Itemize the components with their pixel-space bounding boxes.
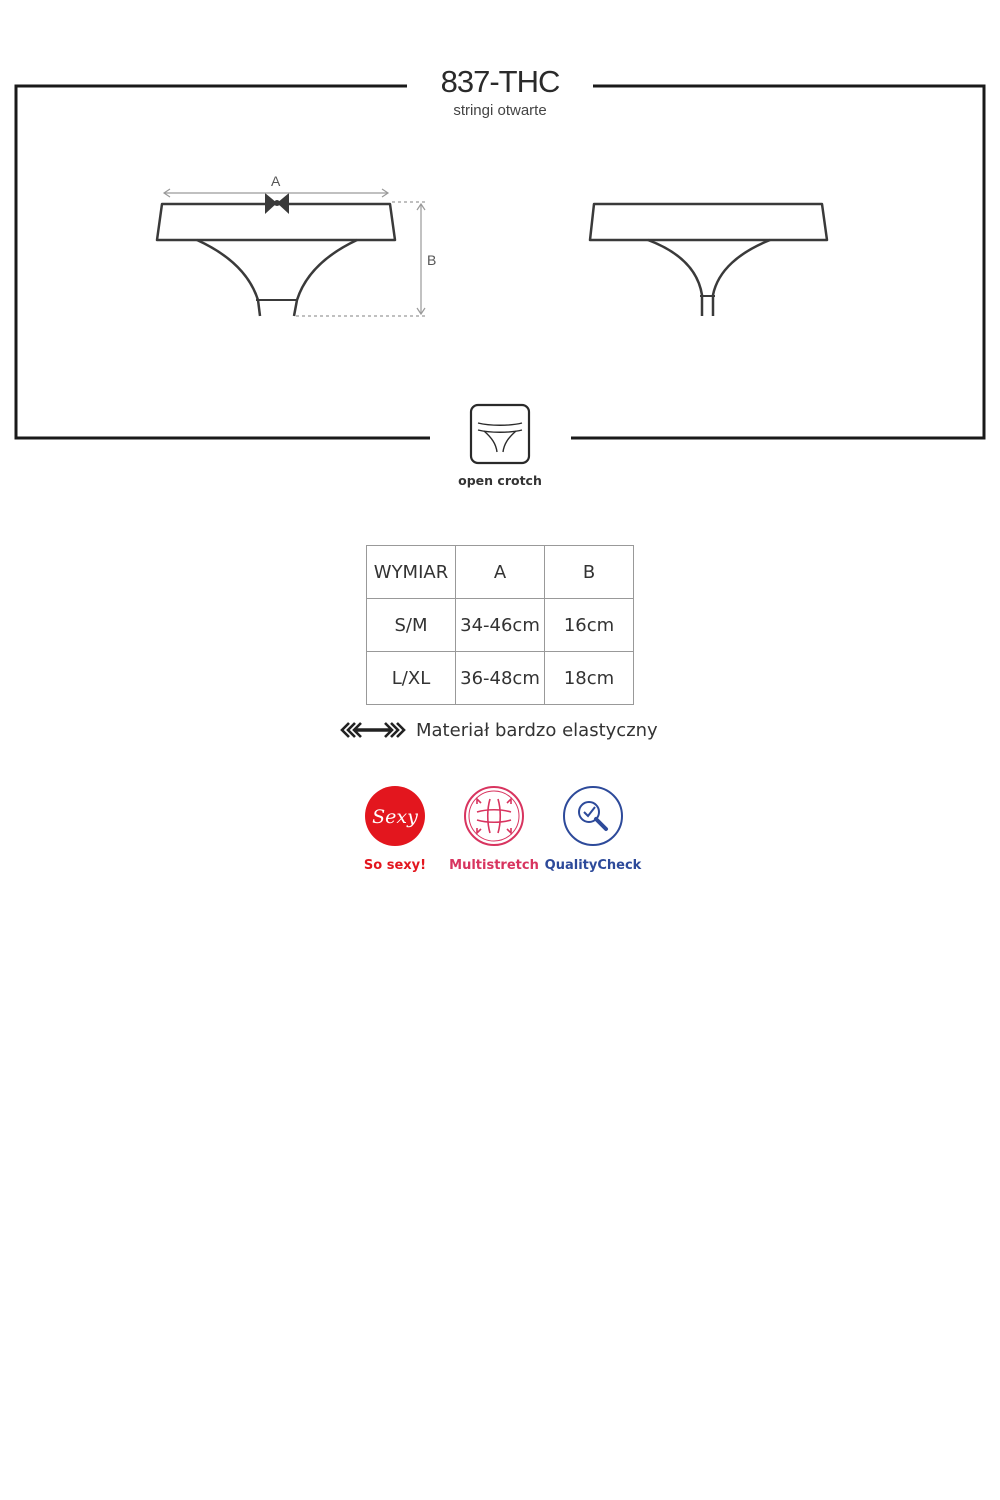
table-cell: S/M bbox=[367, 599, 456, 652]
table-row bbox=[367, 652, 634, 705]
product-subtitle: stringi otwarte bbox=[453, 102, 547, 119]
table-cell: 18cm bbox=[545, 652, 634, 705]
table-cell: 36-48cm bbox=[456, 652, 545, 705]
open-crotch-label: open crotch bbox=[458, 473, 542, 488]
size-table bbox=[366, 545, 634, 705]
open-crotch-icon bbox=[471, 405, 529, 463]
dimension-b-label: B bbox=[427, 252, 437, 268]
elastic-note bbox=[340, 717, 658, 743]
multistretch-icon bbox=[463, 785, 525, 847]
badge-label-so-sexy: So sexy! bbox=[363, 858, 427, 873]
bow-icon bbox=[265, 193, 289, 214]
product-code: 837-THC bbox=[440, 64, 560, 99]
elastic-text: Materiał bardzo elastyczny bbox=[416, 719, 658, 741]
quality-check-icon bbox=[562, 785, 624, 847]
stretch-arrows-icon bbox=[340, 721, 406, 739]
badge-label-multistretch: Multistretch bbox=[449, 858, 539, 873]
table-cell: 16cm bbox=[545, 599, 634, 652]
table-header-row bbox=[367, 546, 634, 599]
badge-quality-check bbox=[533, 785, 653, 873]
table-cell: L/XL bbox=[367, 652, 456, 705]
table-header-cell: WYMIAR bbox=[367, 546, 456, 599]
table-header-cell: A bbox=[456, 546, 545, 599]
dimension-a bbox=[164, 189, 388, 197]
table-cell: 34-46cm bbox=[456, 599, 545, 652]
dimension-a-label: A bbox=[271, 173, 281, 189]
table-header-cell: B bbox=[545, 546, 634, 599]
front-garment-drawing bbox=[157, 193, 395, 316]
badge-label-quality-check: QualityCheck bbox=[544, 858, 642, 873]
frame-border bbox=[16, 86, 984, 438]
svg-text:Sexy: Sexy bbox=[372, 806, 418, 828]
dimension-b bbox=[296, 202, 428, 316]
table-row bbox=[367, 599, 634, 652]
sexy-logo-icon bbox=[364, 785, 426, 847]
back-garment-drawing bbox=[590, 204, 827, 316]
